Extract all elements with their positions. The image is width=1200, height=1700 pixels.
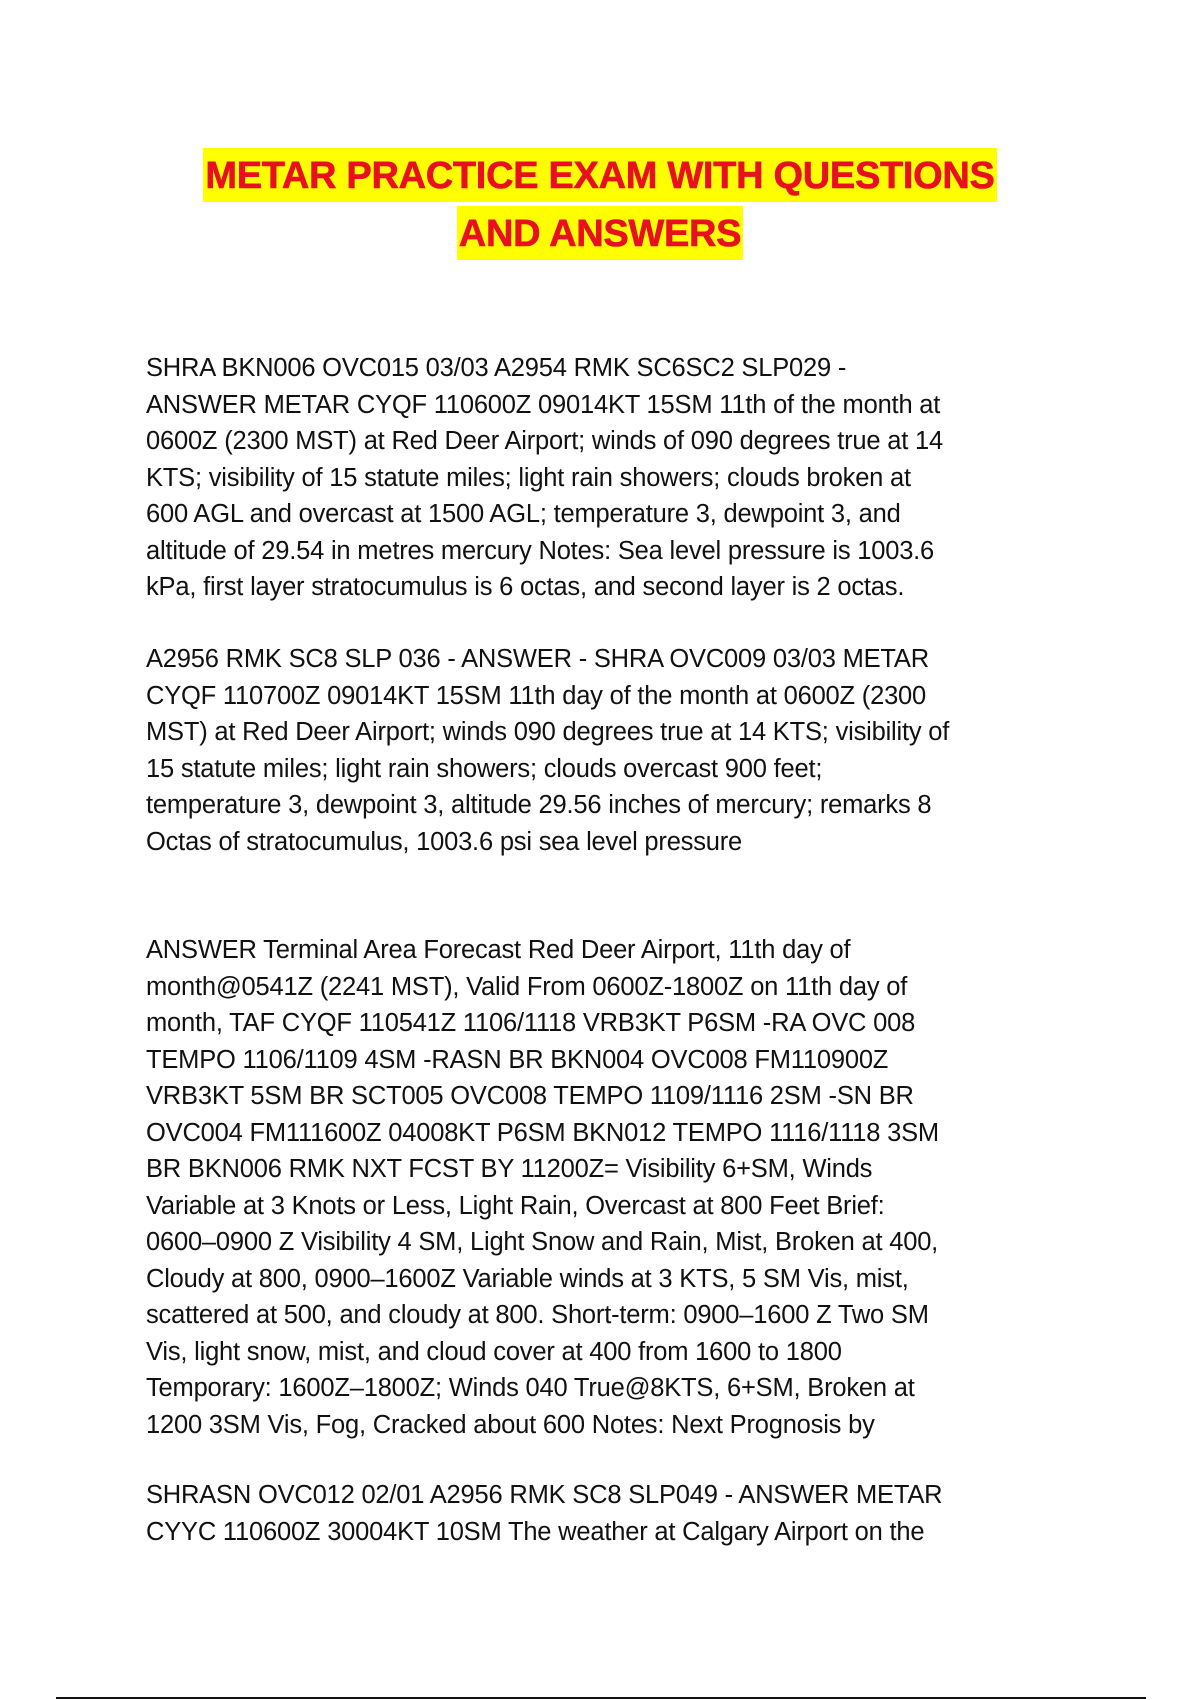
paragraph-line: ANSWER METAR CYQF 110600Z 09014KT 15SM 11th of the month at	[146, 390, 941, 419]
paragraph-line: VRB3KT 5SM BR SCT005 OVC008 TEMPO 1109/1116 2SM -SN BR	[146, 1082, 914, 1110]
paragraph-line: 0600Z (2300 MST) at Red Deer Airport; winds of 090 degrees true at 14	[146, 427, 943, 455]
paragraph-line: altitude of 29.54 in metres mercury Notes: Sea level pressure is 1003.6	[146, 536, 935, 565]
paragraph-3	[146, 932, 1076, 1443]
paragraph-line: month@0541Z (2241 MST), Valid From 0600Z-1800Z on 11th day of	[146, 972, 908, 1001]
paragraph-line: A2956 RMK SC8 SLP 036 - ANSWER - SHRA OVC009 03/03 METAR	[146, 645, 929, 673]
paragraph-2	[146, 641, 1076, 860]
paragraph-line: BR BKN006 RMK NXT FCST BY 11200Z= Visibility 6+SM, Winds	[146, 1155, 873, 1183]
footer-divider	[56, 1697, 1146, 1699]
paragraph-line: CYQF 110700Z 09014KT 15SM 11th day of the month at 0600Z (2300	[146, 681, 927, 710]
title-row-2	[0, 202, 1200, 260]
paragraph-line: CYYC 110600Z 30004KT 10SM The weather at Calgary Airport on the	[146, 1517, 925, 1546]
paragraph-line: SHRA BKN006 OVC015 03/03 A2954 RMK SC6SC2 SLP029 -	[146, 354, 847, 382]
paragraph-line: KTS; visibility of 15 statute miles; light rain showers; clouds broken at	[146, 463, 911, 492]
paragraph-line: 15 statute miles; light rain showers; clouds overcast 900 feet;	[146, 754, 823, 783]
paragraph-line: Variable at 3 Knots or Less, Light Rain, Overcast at 800 Feet Brief:	[146, 1191, 885, 1220]
paragraph-line: kPa, first layer stratocumulus is 6 octas, and second layer is 2 octas.	[146, 573, 905, 601]
paragraph-line: Temporary: 1600Z–1800Z; Winds 040 True@8KTS, 6+SM, Broken at	[146, 1374, 915, 1402]
paragraph-line: 1200 3SM Vis, Fog, Cracked about 600 Notes: Next Prognosis by	[146, 1410, 875, 1439]
paragraph-line: month, TAF CYQF 110541Z 1106/1118 VRB3KT P6SM -RA OVC 008	[146, 1009, 916, 1037]
paragraph-line: Vis, light snow, mist, and cloud cover at 400 from 1600 to 1800	[146, 1337, 842, 1366]
paragraph-line: 600 AGL and overcast at 1500 AGL; temperature 3, dewpoint 3, and	[146, 500, 901, 528]
paragraph-1	[146, 350, 1076, 606]
paragraph-line: MST) at Red Deer Airport; winds 090 degrees true at 14 KTS; visibility of	[146, 718, 950, 746]
paragraph-line: TEMPO 1106/1109 4SM -RASN BR BKN004 OVC008 FM110900Z	[146, 1045, 889, 1074]
paragraph-4	[146, 1477, 1076, 1550]
title-line-1: METAR PRACTICE EXAM WITH QUESTIONS	[203, 148, 996, 202]
title-row-1	[0, 148, 1200, 202]
paragraph-line: OVC004 FM111600Z 04008KT P6SM BKN012 TEMPO 1116/1118 3SM	[146, 1118, 939, 1147]
paragraph-line: scattered at 500, and cloudy at 800. Short-term: 0900–1600 Z Two SM	[146, 1301, 929, 1329]
paragraph-line: Cloudy at 800, 0900–1600Z Variable winds at 3 KTS, 5 SM Vis, mist,	[146, 1264, 909, 1293]
paragraph-line: temperature 3, dewpoint 3, altitude 29.56 inches of mercury; remarks 8	[146, 791, 932, 819]
paragraph-line: SHRASN OVC012 02/01 A2956 RMK SC8 SLP049 - ANSWER METAR	[146, 1481, 943, 1509]
paragraph-line: Octas of stratocumulus, 1003.6 psi sea level pressure	[146, 827, 743, 856]
document-title	[0, 148, 1200, 260]
paragraph-line: 0600–0900 Z Visibility 4 SM, Light Snow and Rain, Mist, Broken at 400,	[146, 1228, 939, 1256]
title-line-2: AND ANSWERS	[457, 206, 743, 260]
paragraph-line: ANSWER Terminal Area Forecast Red Deer Airport, 11th day of	[146, 936, 851, 964]
